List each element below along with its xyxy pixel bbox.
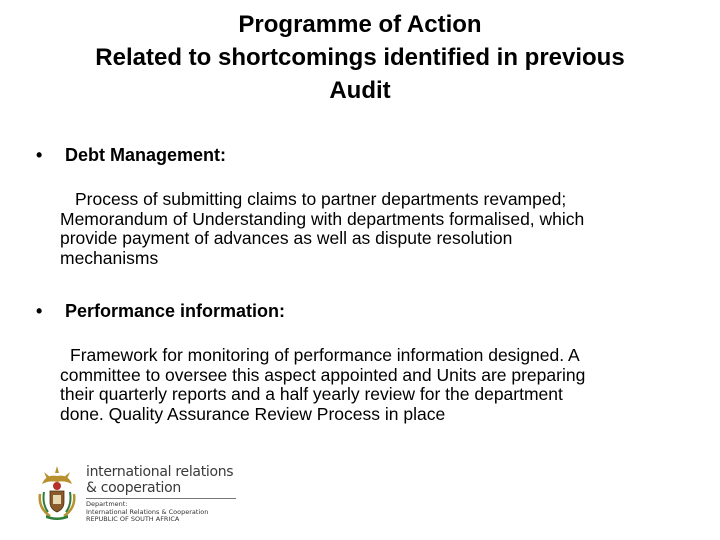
paragraph-performance-information [60,346,585,424]
department-logo [30,462,234,523]
bullet-point: • [36,301,43,321]
title-line-2: Related to shortcomings identified in previous [95,44,625,71]
paragraph-debt-management [60,190,584,268]
paragraph-line: mechanisms [60,247,159,268]
title-line-3: Audit [329,77,391,104]
paragraph-line: Process of submitting claims to partner departments revamped; [75,189,567,209]
logo-text [86,464,236,524]
paragraph-line: committee to oversee this aspect appointed and Units are preparing [60,364,586,385]
paragraph-line: their quarterly reports and a half yearly review for the department [60,384,563,405]
bullet-point: • [36,145,43,165]
logo-line-3: Department: [86,500,128,508]
bullet-heading: Performance information: [65,301,286,321]
slide-title [20,8,700,107]
title-line-1: Programme of Action [238,11,482,38]
paragraph-line: Framework for monitoring of performance information designed. A [70,345,580,365]
bullet-performance-information [36,300,285,322]
coat-of-arms-icon [34,464,80,520]
bullet-debt-management [36,144,226,166]
paragraph-line: Memorandum of Understanding with departments formalised, which [60,208,585,229]
logo-line-4: International Relations & Cooperation [86,507,209,516]
logo-divider [86,498,236,499]
bullet-heading: Debt Management: [65,145,227,165]
paragraph-line: done. Quality Assurance Review Process in place [60,403,446,424]
paragraph-line: provide payment of advances as well as dispute resolution [60,228,513,249]
logo-line-5: REPUBLIC OF SOUTH AFRICA [86,515,180,523]
logo-line-1: international relations [86,464,234,480]
logo-line-2: & cooperation [86,480,181,496]
